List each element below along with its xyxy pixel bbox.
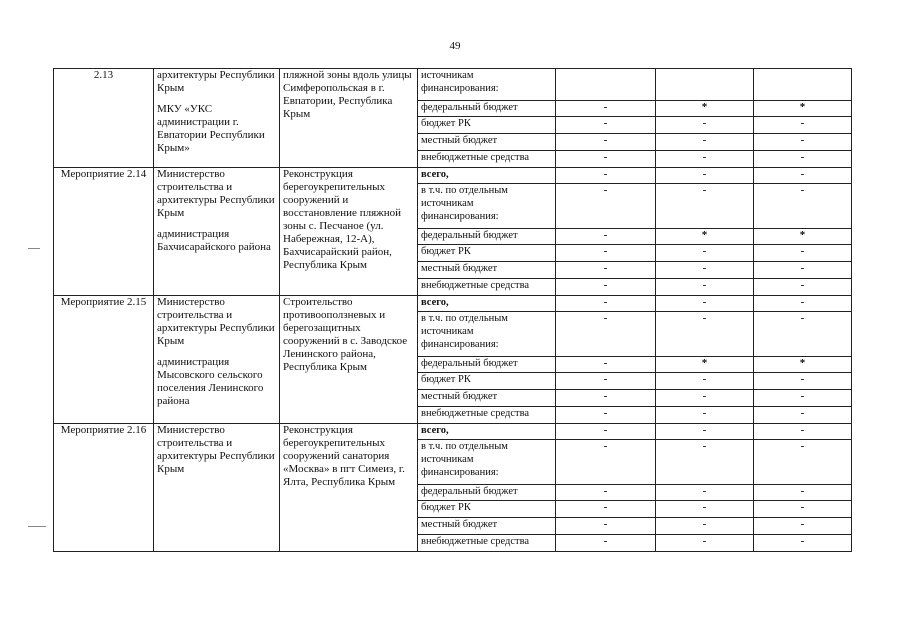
value-cell: - xyxy=(656,485,754,501)
value-cell: - xyxy=(556,117,656,134)
value-cell: - xyxy=(754,501,852,518)
funding-source-federal: федеральный бюджет xyxy=(418,101,556,117)
value-cell: - xyxy=(754,296,852,312)
funding-source-federal: федеральный бюджет xyxy=(418,485,556,501)
funding-source-extra: внебюджетные средства xyxy=(418,151,556,168)
funding-source-by_sources: в т.ч. по отдельным источникам финансирования: xyxy=(418,440,556,485)
executor-cell xyxy=(154,168,280,296)
value-cell: - xyxy=(656,407,754,424)
value-cell: - xyxy=(754,151,852,168)
value-cell: - xyxy=(556,279,656,296)
value-cell: - xyxy=(556,501,656,518)
value-cell: - xyxy=(556,357,656,373)
value-cell: - xyxy=(656,501,754,518)
value-cell: - xyxy=(656,168,754,184)
measure-number-cell xyxy=(54,168,154,296)
executor-text: МКУ «УКС администрации г. Евпатории Республики Крым» xyxy=(157,103,265,154)
funding-source-by_sources: в т.ч. по отдельным источникам финансирования: xyxy=(418,312,556,357)
value-cell: - xyxy=(556,485,656,501)
executor-cell xyxy=(154,69,280,168)
value-cell: - xyxy=(656,312,754,357)
executor-text: архитектуры Республики Крым xyxy=(157,69,275,94)
value-cell: * xyxy=(656,229,754,245)
measures-table xyxy=(53,68,852,552)
value-cell: - xyxy=(754,390,852,407)
description-cell xyxy=(280,168,418,296)
value-cell: - xyxy=(556,229,656,245)
value-cell: - xyxy=(556,101,656,117)
funding-source-rk: бюджет РК xyxy=(418,501,556,518)
value-cell: - xyxy=(656,117,754,134)
value-cell: - xyxy=(754,262,852,279)
description-cell xyxy=(280,69,418,168)
funding-source-total: всего, xyxy=(418,424,556,440)
value-cell: - xyxy=(754,424,852,440)
value-cell: - xyxy=(656,440,754,485)
measure-number: Мероприятие 2.14 xyxy=(60,168,147,180)
funding-source-total: всего, xyxy=(418,296,556,312)
value-cell: - xyxy=(556,245,656,262)
executor-text: Министерство строительства и архитектуры Республики Крым xyxy=(157,296,275,347)
value-cell: - xyxy=(556,296,656,312)
paragraph-gap xyxy=(157,220,276,228)
value-cell: - xyxy=(556,151,656,168)
funding-source-local: местный бюджет xyxy=(418,262,556,279)
table-row xyxy=(54,424,852,440)
funding-source-total: всего, xyxy=(418,168,556,184)
value-cell: * xyxy=(754,357,852,373)
description-cell xyxy=(280,296,418,424)
value-cell: - xyxy=(556,184,656,229)
funding-source-extra: внебюджетные средства xyxy=(418,407,556,424)
margin-mark xyxy=(28,526,46,527)
funding-source-extra: внебюджетные средства xyxy=(418,535,556,552)
value-cell: - xyxy=(656,134,754,151)
value-cell: - xyxy=(556,424,656,440)
funding-source-rk: бюджет РК xyxy=(418,245,556,262)
value-cell: - xyxy=(754,134,852,151)
value-cell: - xyxy=(656,373,754,390)
executor-text: администрация Мысовского сельского поселения Ленинского района xyxy=(157,356,264,407)
paragraph-gap xyxy=(157,348,276,356)
measure-number-cell xyxy=(54,424,154,552)
value-cell: - xyxy=(556,134,656,151)
funding-source-rk: бюджет РК xyxy=(418,117,556,134)
value-cell: - xyxy=(754,373,852,390)
value-cell: - xyxy=(556,535,656,552)
value-cell: - xyxy=(556,518,656,535)
measure-number-cell xyxy=(54,69,154,168)
value-cell: * xyxy=(754,101,852,117)
funding-source-federal: федеральный бюджет xyxy=(418,357,556,373)
value-cell: - xyxy=(754,117,852,134)
funding-source-by_sources: в т.ч. по отдельным источникам финансирования: xyxy=(418,184,556,229)
table-row xyxy=(54,296,852,312)
value-cell: - xyxy=(754,407,852,424)
value-cell: - xyxy=(556,373,656,390)
value-cell: - xyxy=(754,535,852,552)
executor-text: администрация Бахчисарайского района xyxy=(157,228,271,253)
value-cell: - xyxy=(556,168,656,184)
executor-cell xyxy=(154,296,280,424)
value-cell: - xyxy=(656,535,754,552)
value-cell: - xyxy=(754,184,852,229)
value-cell: - xyxy=(556,390,656,407)
value-cell: - xyxy=(656,279,754,296)
value-cell: - xyxy=(754,518,852,535)
measure-number: 2.13 xyxy=(93,69,114,81)
value-cell: * xyxy=(656,101,754,117)
value-cell: - xyxy=(556,312,656,357)
measure-number: Мероприятие 2.15 xyxy=(60,296,147,308)
measure-number: Мероприятие 2.16 xyxy=(60,424,147,436)
funding-source-federal: федеральный бюджет xyxy=(418,229,556,245)
value-cell: * xyxy=(754,229,852,245)
value-cell: - xyxy=(656,184,754,229)
table-row xyxy=(54,69,852,101)
description-text: Реконструкция берегоукрепительных сооружений и восстановление пляжной зоны с. Песчаное (ул. Набережная, 12-А), Бахчисарайский район, Республика Крым xyxy=(283,168,402,271)
value-cell: - xyxy=(656,518,754,535)
value-cell: - xyxy=(754,312,852,357)
value-cell: - xyxy=(656,262,754,279)
funding-source-extra: внебюджетные средства xyxy=(418,279,556,296)
value-cell: - xyxy=(754,168,852,184)
description-text: Реконструкция берегоукрепительных сооружений санатория «Москва» в пгт Симеиз, г. Ялта, Республика Крым xyxy=(283,424,405,488)
paragraph-gap xyxy=(157,95,276,103)
margin-mark xyxy=(28,248,40,249)
measure-number-cell xyxy=(54,296,154,424)
value-cell: - xyxy=(754,245,852,262)
value-cell: - xyxy=(754,440,852,485)
executor-text: Министерство строительства и архитектуры Республики Крым xyxy=(157,168,275,219)
value-cell: - xyxy=(656,151,754,168)
description-text: Строительство противооползневых и берегозащитных сооружений в с. Заводское Ленинского района, Республика Крым xyxy=(283,296,408,373)
funding-source-rk: бюджет РК xyxy=(418,373,556,390)
funding-source-local: местный бюджет xyxy=(418,390,556,407)
value-cell: - xyxy=(556,262,656,279)
page-number: 49 xyxy=(449,40,461,52)
value-cell: - xyxy=(656,245,754,262)
value-cell: - xyxy=(754,485,852,501)
funding-source-sources_cont: источникам финансирования: xyxy=(418,69,556,101)
value-cell xyxy=(556,69,656,101)
funding-source-local: местный бюджет xyxy=(418,134,556,151)
value-cell: - xyxy=(656,296,754,312)
value-cell xyxy=(656,69,754,101)
executor-text: Министерство строительства и архитектуры Республики Крым xyxy=(157,424,275,475)
executor-cell xyxy=(154,424,280,552)
description-cell xyxy=(280,424,418,552)
description-text: пляжной зоны вдоль улицы Симферопольская в г. Евпатории, Республика Крым xyxy=(283,69,412,120)
value-cell: * xyxy=(656,357,754,373)
value-cell: - xyxy=(556,407,656,424)
table-row xyxy=(54,168,852,184)
funding-source-local: местный бюджет xyxy=(418,518,556,535)
value-cell: - xyxy=(656,424,754,440)
value-cell: - xyxy=(656,390,754,407)
value-cell: - xyxy=(556,440,656,485)
value-cell xyxy=(754,69,852,101)
value-cell: - xyxy=(754,279,852,296)
